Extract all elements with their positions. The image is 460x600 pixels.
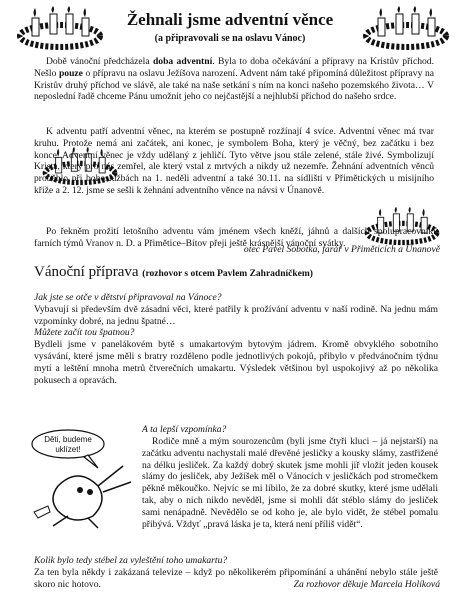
question: Jak jste se otče v dětství připravoval na Vánoce? (34, 292, 222, 303)
article-title: Žehnali jsme adventní věnce (126, 10, 334, 29)
question: A ta lepší vzpomínka? (142, 424, 227, 435)
interview-start (34, 292, 438, 386)
paragraph-wreath: K adventu patří adventní věnec, na kterém se postupně rozžínají 4 svíce. Adventní věnec má tvar kruhu. Protože nemá ani začátek, ani konec, je symbolem Boha, který je věčný, bez začátku i bez konce. Adventní věnec je vždy udělaný z jehličí. Tyto větve jsou stále zelené, stále živé. Symbolizují Krista, který pro nás zemřel, ale který vstal z mrtvých a nikdy už nezemře. Žehnání adventních věnců proběhlo při bohoslužbách na 1. neděli adventní a také 30.11. na sídlišti v Přimětických u misijního kříže a 2. 12. jsme se sešli k žehnání adventního věnce na návsi v Únanově. (34, 126, 434, 196)
answer: Vybavují si především dvě zásadní věci, které patřily k prožívání adventu v naší rodině. Na jednu mám vzpomínky dobré, na jednu špatné… (34, 303, 438, 327)
text-run: o přípravu na oslavu Ježíšova narození. Advent nám také připomíná důležitost přípravy na Kristův druhý příchod ve slávě, ale také na naše setkání s ním na konci našeho pozemského života… V neposlední řadě chceme Pánu umožnit jeho co nejčastější a nejhlubší příchod do našeho srdce. (34, 67, 435, 103)
cartoon-illustration (28, 426, 140, 530)
text-run: Době vánoční předcházela (46, 56, 153, 67)
section-subtitle: (rozhovor s otcem Pavlem Zahradníčkem) (142, 269, 313, 279)
section-heading (34, 264, 313, 281)
paragraph-wishes: Po řekněm prožití letošního adventu vám jménem všech kněží, jáhnů a dalších spolupracovníků farních týmů Vranov n. D. a Přimětice–Bítov přeji ještě krásnější vánoční svátky. (34, 226, 438, 249)
answer-nice-memory: Rodiče mně a mým sourozencům (byli jsme čtyři kluci – já nejstarší) na začátku adventu nachystali malé dřevěné jesličky a kousky slámy, zastřižené na délku jesliček. Za každý dobrý skutek jsme mohli jiř vložit jeden kousek slámy do jesliček, aby Ježíšek měl o Vánocích v jesličkách pod stromečkem pěkně měkoučko. Nejvíc se mi líbilo, že za dobré skutky, které jsme udělali tak, aby o nich nikdo nevěděl, jsme si mohli dát stéblo slámy do jesliček sami nenápadně. Nevědělo se od koho je, ale bylo vidět, že stébel pomalu přibývá. Vždyť „pravá láska je ta, která není příliš vidět“. (142, 436, 438, 530)
paragraph-intro (34, 56, 434, 103)
article-subtitle: (a připravovali se na oslavu Vánoc) (154, 33, 306, 44)
signature: otec Pavel Sobotka, farář v Přiměticích a Únanově (243, 244, 440, 255)
speech-bubble-line: uklízet! (55, 445, 81, 454)
question: Kolik bylo tedy stébel za vyleštění toho umakartu? (34, 555, 228, 566)
speech-bubble-line: Děti, budeme (44, 435, 92, 444)
question: Můžete začít tou špatnou? (34, 327, 135, 339)
bold-phrase: doba adventní (152, 56, 213, 67)
text-run: . Byla to doba očekávání a přípravy na Kristův příchod. Nešlo (34, 56, 434, 79)
section-title: Vánoční příprava (34, 264, 139, 280)
bold-phrase: pouze (58, 67, 83, 79)
interview-middle (142, 424, 438, 436)
answer: Za ten byla někdy i zakázaná televize – když po několikerém připomínání a uhánění nebylo stále ještě skoro nic hotovo. (34, 566, 438, 590)
signature: Za rozhovor děkuje Marcela Holíková (293, 579, 440, 590)
answer: Bydleli jsme v panelákovém bytě s umakartovým bytovým jádrem. Kromě obvyklého sobotního vysávání, které jsme měli s bratry rozděleno podle jednotlivých pokojů, přibylo v předvánočním týdnu mytí a leštění mnoha metrů čtverečních umakartu. Výsledek většinou byl uspokojivý až po několika pokusech a opravách. (34, 339, 438, 386)
